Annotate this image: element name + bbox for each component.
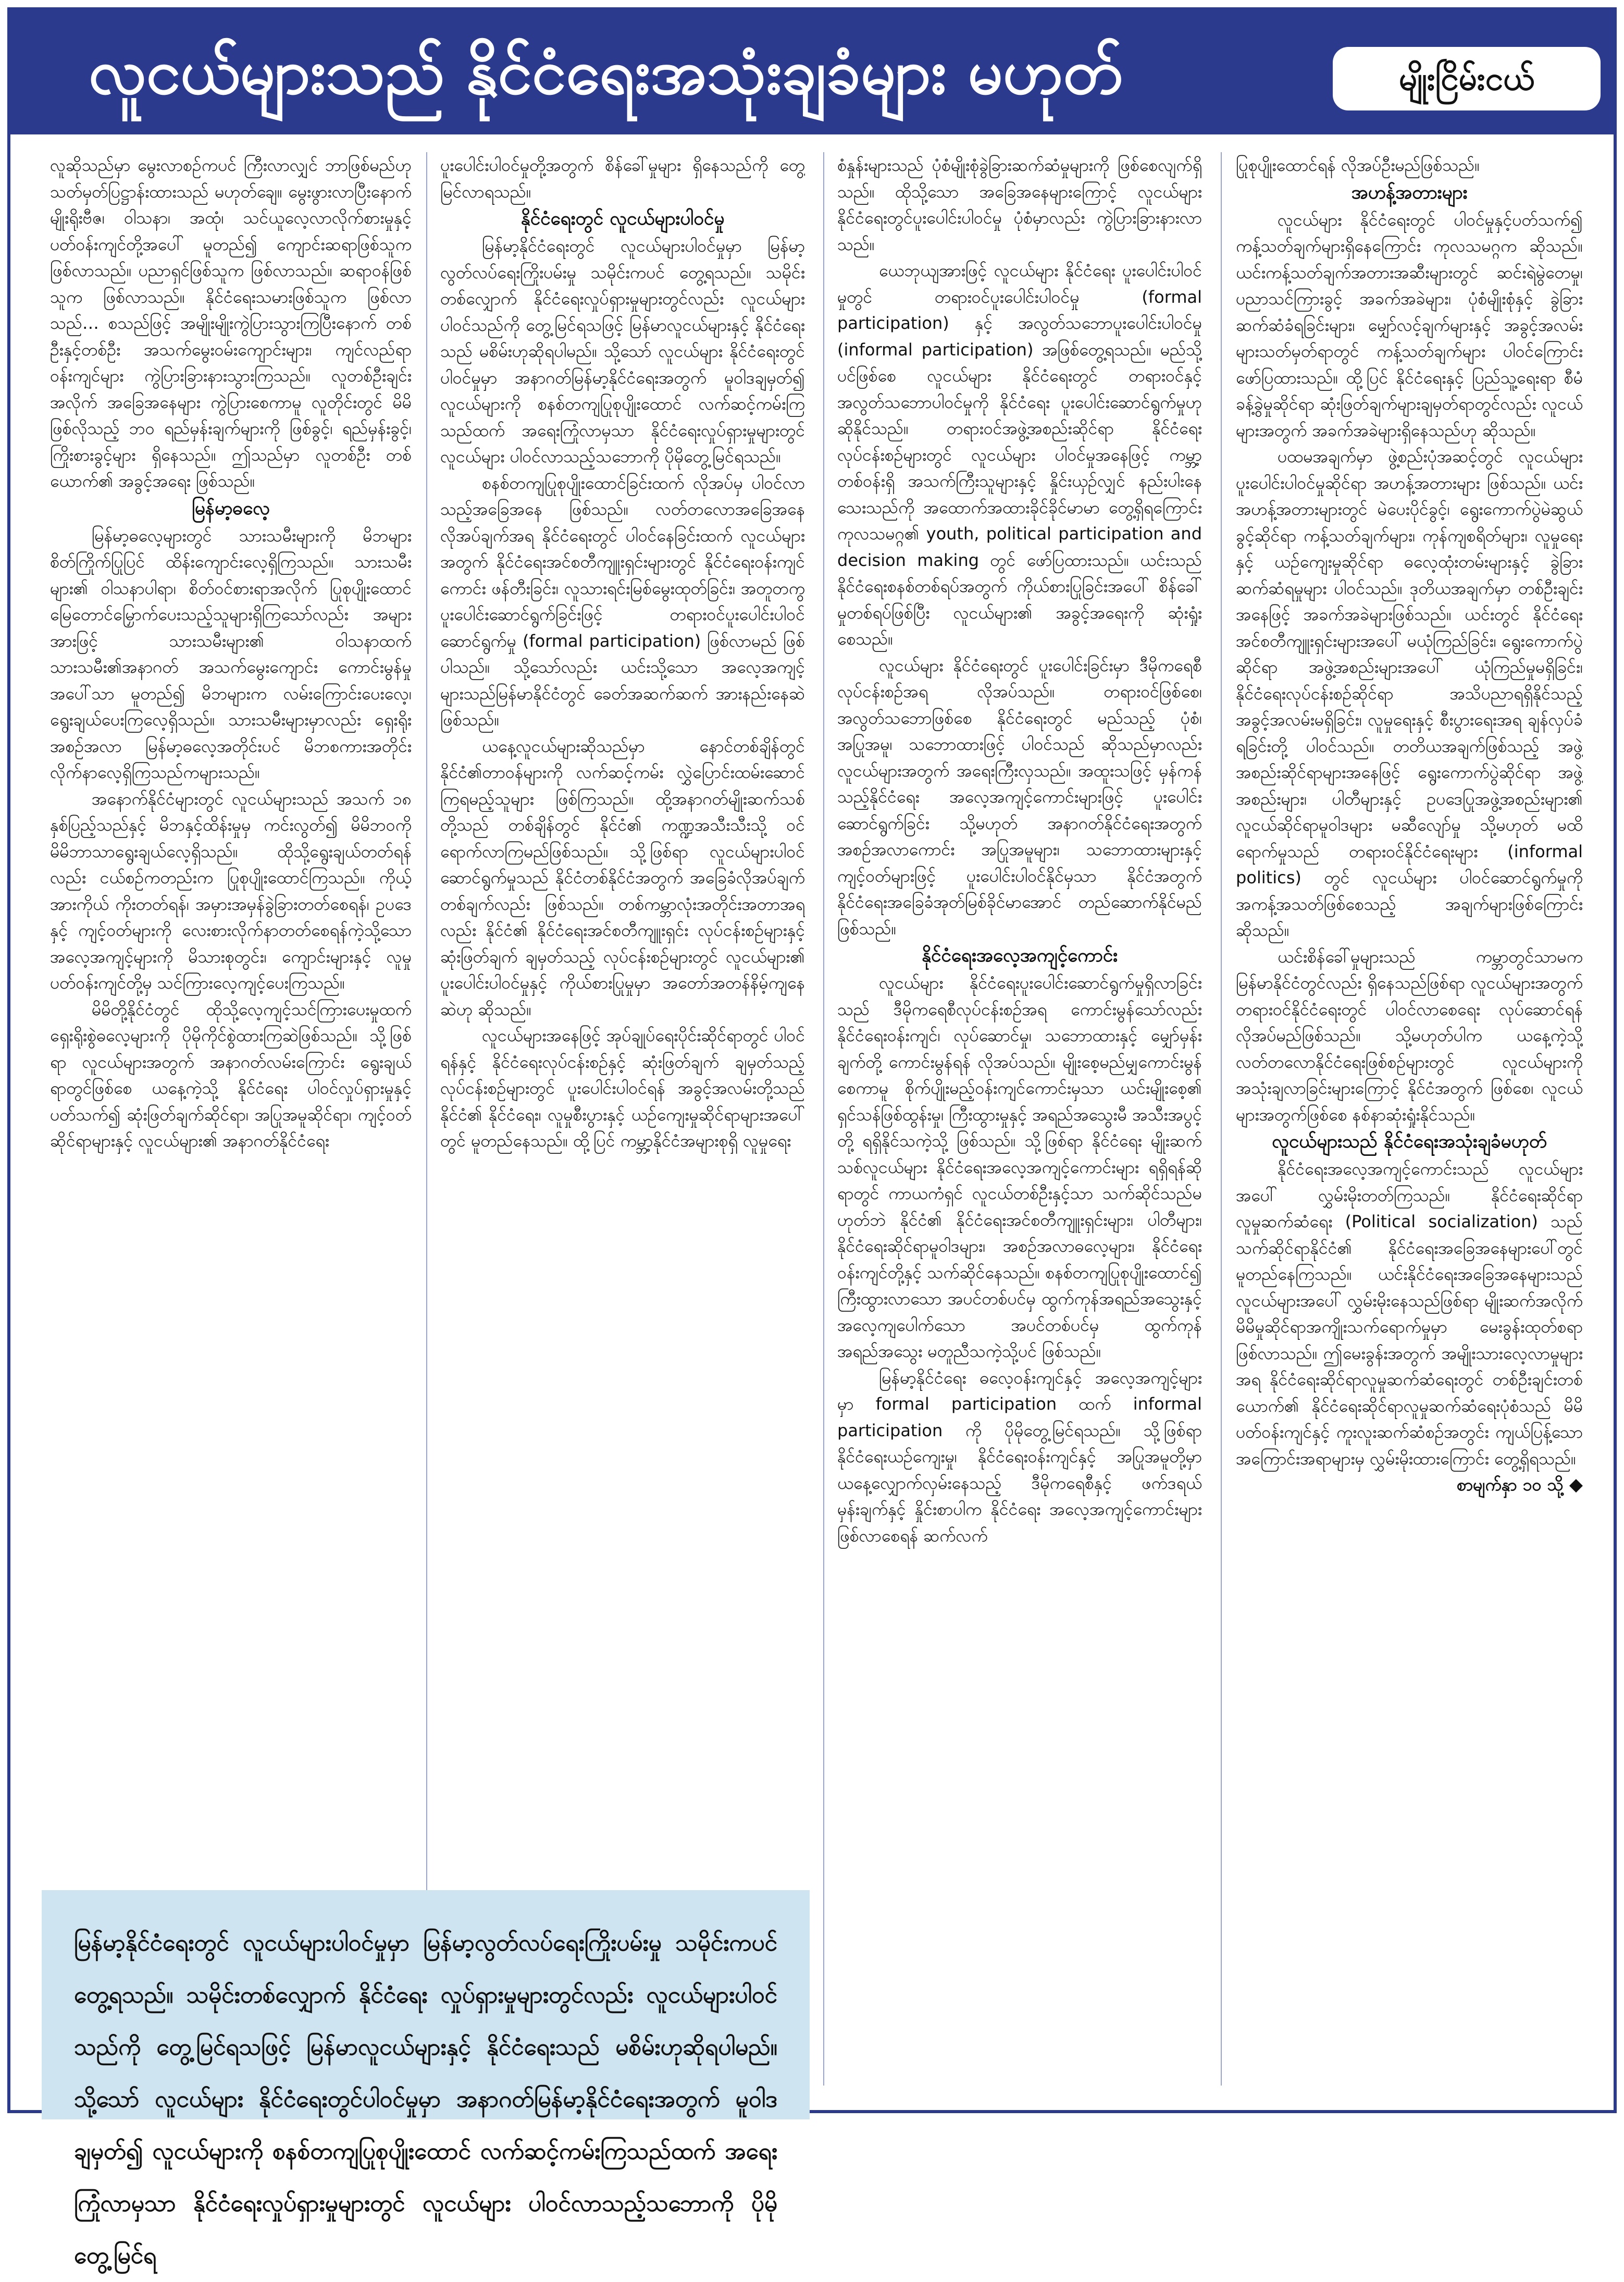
column-1	[50, 152, 412, 2091]
paragraph: ပြုစုပျိုးထောင်ရန် လိုအပ်ဦးမည်ဖြစ်သည်။	[1236, 155, 1480, 175]
paragraph: လူငယ်များ နိုင်ငံရေးတွင် ပူးပေါင်းခြင်းမှာ ဒီမိုကရေစီလုပ်ငန်းစဉ်အရ လိုအပ်သည်။ တရားဝင်ဖြစ်စေ၊ အလွတ်သဘောဖြစ်စေ နိုင်ငံရေးတွင် မည်သည့် ပုံစံ၊ အပြုအမူ၊ သဘောထားဖြင့် ပါဝင်သည် ဆိုသည်မှာလည်း လူငယ်များအတွက် အရေးကြီးလှသည်။ အထူးသဖြင့် မှန်ကန်သည့်နိုင်ငံရေး အလေ့အကျင့်ကောင်းများဖြင့် ပူးပေါင်းဆောင်ရွက်ခြင်း သို့မဟုတ် အနာဂတ်နိုင်ငံရေးအတွက် အစဉ်အလာကောင်း အပြုအမူများ၊ သဘောထားများနှင့် ကျင့်ဝတ်များဖြင့် ပူးပေါင်းပါဝင်နိုင်မှသာ နိုင်ငံအတွက် နိုင်ငံရေးအခြေခံအုတ်မြစ်ခိုင်မာအောင် တည်ဆောက်နိုင်မည် ဖြစ်သည်။	[837, 655, 1202, 939]
paragraph: စနစ်တကျပြုစုပျိုးထောင်ခြင်းထက် လိုအပ်မှ ပါဝင်လာသည့်အခြေအနေ ဖြစ်သည်။ လတ်တလောအခြေအနေလိုအပ်ချက်အရ နိုင်ငံရေးတွင် ပါဝင်နေခြင်းထက် လူငယ်များအတွက် နိုင်ငံရေးအင်စတီကျူးရှင်းများတွင် နိုင်ငံရေးဝန်းကျင်ကောင်း ဖန်တီးခြင်း၊ လူသားရင်းမြစ်မွေးထုတ်ခြင်း၊ အတူတကွ ပူးပေါင်းဆောင်ရွက်ခြင်းဖြင့် တရားဝင်ပူးပေါင်းပါဝင်ဆောင်ရွက်မှု (formal participation) ဖြစ်လာမည် ဖြစ်ပါသည်။ သို့သော်လည်း ယင်းသို့သော အလေ့အကျင့်များသည်မြန်မာနိုင်ငံတွင် ခေတ်အဆက်ဆက် အားနည်းနေဆဲ ဖြစ်သည်။	[440, 473, 805, 730]
subheading: မြန်မာ့ဓလေ့	[192, 498, 270, 519]
paragraph: မိမိတို့နိုင်ငံတွင် ထိုသို့လေ့ကျင့်သင်ကြားပေးမှုထက် ရှေးရိုးစွဲဓလေ့များကို ပိုမိုကိုင်စွဲထားကြဆဲဖြစ်သည်။ သို့ဖြစ်ရာ လူငယ်များအတွက် အနာဂတ်လမ်းကြောင်း ရွေးချယ်ရာတွင်ဖြစ်စေ ယနေ့ကဲ့သို့ နိုင်ငံရေး ပါဝင်လှုပ်ရှားမှုနှင့်ပတ်သက်၍ ဆုံးဖြတ်ချက်ဆိုင်ရာ၊ အပြုအမူဆိုင်ရာ၊ ကျင့်ဝတ်ဆိုင်ရာများနှင့် လူငယ်များ၏ အနာဂတ်နိုင်ငံရေး	[50, 999, 412, 1151]
paragraph: ပထမအချက်မှာ ဖွဲ့စည်းပုံအဆင့်တွင် လူငယ်များ ပူးပေါင်းပါဝင်မှုဆိုင်ရာ အဟန့်အတားများ ဖြစ်သည်။ ယင်းအဟန့်အတားများတွင် မဲပေးပိုင်ခွင့်၊ ရွေးကောက်ပွဲမဲဆွယ်ခွင့်ဆိုင်ရာ ကန့်သတ်ချက်များ၊ ကုန်ကျစရိတ်များ၊ လူမှုရေးနှင့် ယဉ်ကျေးမှုဆိုင်ရာ ဓလေ့ထုံးတမ်းများနှင့် ခွဲခြားဆက်ဆံရမှုများ ပါဝင်သည်။ ဒုတိယအချက်မှာ တစ်ဦးချင်းအနေဖြင့် အခက်အခဲများဖြစ်သည်။ ယင်းတွင် နိုင်ငံရေးအင်စတီကျူးရှင်းများအပေါ် မယုံကြည်ခြင်း၊ ရွေးကောက်ပွဲဆိုင်ရာ အဖွဲ့အစည်းများအပေါ် ယုံကြည်မှုမရှိခြင်း၊ နိုင်ငံရေးလုပ်ငန်းစဉ်ဆိုင်ရာ အသိပညာရရှိနိုင်သည့် အခွင့်အလမ်းမရှိခြင်း၊ လူမှုရေးနှင့် စီးပွားရေးအရ ချန်လှပ်ခံရခြင်းတို့ ပါဝင်သည်။ တတိယအချက်ဖြစ်သည့် အဖွဲ့အစည်းဆိုင်ရာများအနေဖြင့် ရွေးကောက်ပွဲဆိုင်ရာ အဖွဲ့အစည်းများ၊ ပါတီများနှင့် ဥပဒေပြုအဖွဲ့အစည်းများ၏ လူငယ်ဆိုင်ရာမူဝါဒများ မဆီလျော်မှု သို့မဟုတ် မထိရောက်မှုသည် တရားဝင်နိုင်ငံရေးများ (informal politics) တွင် လူငယ်များ ပါဝင်ဆောင်ရွက်မှုကို အကန့်အသတ်ဖြစ်စေသည့် အချက်များဖြစ်ကြောင်း ဆိုသည်။	[1236, 447, 1583, 940]
paragraph: ယနေ့လူငယ်များဆိုသည်မှာ နောင်တစ်ချိန်တွင် နိုင်ငံ၏တာဝန်များကို လက်ဆင့်ကမ်း လွှဲပြောင်းထမ်းဆောင်ကြရမည့်သူများ ဖြစ်ကြသည်။ ထို့အနာဂတ်မျိုးဆက်သစ်တို့သည် တစ်ချိန်တွင် နိုင်ငံ၏ ကဏ္ဍအသီးသီးသို့ ဝင်ရောက်လာကြမည်ဖြစ်သည်။ သို့ဖြစ်ရာ လူငယ်များပါဝင်ဆောင်ရွက်မှုသည် နိုင်ငံတစ်နိုင်ငံအတွက် အခြေခံလိုအပ်ချက် တစ်ချက်လည်း ဖြစ်သည်။ တစ်ကမ္ဘာလုံးအတိုင်းအတာအရ လည်း နိုင်ငံ၏ နိုင်ငံရေးအင်စတီကျူးရှင်း လုပ်ငန်းစဉ်များနှင့် ဆုံးဖြတ်ချက် ချမှတ်သည့် လုပ်ငန်းစဉ်များတွင် လူငယ်များ၏ ပူးပေါင်းပါဝင်မှုနှင့် ကိုယ်စားပြုမှုမှာ အတော်အတန်နိမ့်ကျနေဆဲဟု ဆိုသည်။	[440, 736, 805, 1019]
column-divider	[426, 152, 427, 2086]
subheading: နိုင်ငံရေးအလေ့အကျင့်ကောင်း	[921, 945, 1118, 966]
paragraph: ယေဘုယျအားဖြင့် လူငယ်များ နိုင်ငံရေး ပူးပေါင်းပါဝင်မှုတွင် တရားဝင်ပူးပေါင်းပါဝင်မှု (formal participation) နှင့် အလွတ်သဘောပူးပေါင်းပါဝင်မှု (informal participation) အဖြစ်တွေ့ရသည်။ မည်သို့ပင်ဖြစ်စေ လူငယ်များ နိုင်ငံရေးတွင် တရားဝင်နှင့် အလွတ်သဘောပါဝင်မှုကို နိုင်ငံရေး ပူးပေါင်းဆောင်ရွက်မှုဟု ဆိုနိုင်သည်။ တရားဝင်အဖွဲ့အစည်းဆိုင်ရာ နိုင်ငံရေးလုပ်ငန်းစဉ်များတွင် လူငယ်များ ပါဝင်မှုအနေဖြင့် ကမ္ဘာ့တစ်ဝန်းရှိ အသက်ကြီးသူများနှင့် နှိုင်းယှဉ်လျှင် နည်းပါးနေသေးသည်ကို အထောက်အထားခိုင်ခိုင်မာမာ တွေ့ရှိရကြောင်း ကုလသမဂ္ဂ၏ youth, political participation and decision making တွင် ဖော်ပြထားသည်။ ယင်းသည် နိုင်ငံရေးစနစ်တစ်ရပ်အတွက် ကိုယ်စားပြုခြင်းအပေါ် စိန်ခေါ်မှုတစ်ရပ်ဖြစ်ပြီး လူငယ်များ၏ အခွင့်အရေးကို ဆုံးရှုံးစေသည်။	[837, 261, 1202, 649]
pull-quote-text: မြန်မာ့နိုင်ငံရေးတွင် လူငယ်များပါဝင်မှုမှာ မြန်မာ့လွတ်လပ်ရေးကြိုးပမ်းမှု သမိုင်းကပင် တွေ့ရသည်။ သမိုင်းတစ်လျှောက် နိုင်ငံရေး လှုပ်ရှားမှုများတွင်လည်း လူငယ်များပါဝင်သည်ကို တွေ့မြင်ရသဖြင့် မြန်မာလူငယ်များနှင့် နိုင်ငံရေးသည် မစိမ်းဟုဆိုရပါမည်။ သို့သော် လူငယ်များ နိုင်ငံရေးတွင်ပါဝင်မှုမှာ အနာဂတ်မြန်မာ့နိုင်ငံရေးအတွက် မူဝါဒချမှတ်၍ လူငယ်များကို စနစ်တကျပြုစုပျိုးထောင် လက်ဆင့်ကမ်းကြသည်ထက် အရေးကြုံလာမှသာ နိုင်ငံရေးလှုပ်ရှားမှုများတွင် လူငယ်များ ပါဝင်လာသည့်သဘောကို ပိုမိုတွေ့မြင်ရ	[74, 1930, 777, 2269]
paragraph: မြန်မာ့ဓလေ့များတွင် သားသမီးများကို မိဘများ စိတ်ကြိုက်ပြုပြင် ထိန်းကျောင်းလေ့ရှိကြသည်။ သားသမီးများ၏ ဝါသနာပါရာ၊ စိတ်ဝင်စားရာအလိုက် ပြုစုပျိုးထောင် မြေတောင်မြှောက်ပေးသည့်သူများရှိကြသော်လည်း အများအားဖြင့် သားသမီးများ၏ ဝါသနာထက် သားသမီး၏အနာဂတ် အသက်မွေးကျောင်း ကောင်းမွန်မှုအပေါ်သာ မူတည်၍ မိဘများက လမ်းကြောင်းပေးလေ့၊ ရွေးချယ်ပေးကြလေ့ရှိသည်။ သားသမီးများမှာလည်း ရှေးရိုးအစဉ်အလာ မြန်မာ့ဓလေ့အတိုင်းပင် မိဘစကားအတိုင်း လိုက်နာလေ့ရှိကြသည်ကများသည်။	[50, 525, 412, 782]
paragraph: ပူးပေါင်းပါဝင်မှုတို့အတွက် စိန်ခေါ်မှုများ ရှိနေသည်ကို တွေ့မြင်လာရသည်။	[440, 155, 805, 202]
subheading: နိုင်ငံရေးတွင် လူငယ်များပါဝင်မှု	[520, 208, 725, 229]
column-divider	[823, 152, 824, 2086]
paragraph: လူဆိုသည်မှာ မွေးလာစဉ်ကပင် ကြီးလာလျှင် ဘာဖြစ်မည်ဟု သတ်မှတ်ပြဋ္ဌာန်းထားသည် မဟုတ်ချေ။ မွေးဖွားလာပြီးနောက် မျိုးရိုးဗီဇ၊ ဝါသနာ၊ အထုံ၊ သင်ယူလေ့လာလိုက်စားမှုနှင့် ပတ်ဝန်းကျင်တို့အပေါ် မူတည်၍ ကျောင်းဆရာဖြစ်သူက ဖြစ်လာသည်။ ပညာရှင်ဖြစ်သူက ဖြစ်လာသည်။ ဆရာဝန်ဖြစ်သူက ဖြစ်လာသည်။ နိုင်ငံရေးသမားဖြစ်သူက ဖြစ်လာသည်… စသည်ဖြင့် အမျိုးမျိုးကွဲပြားသွားကြပြီးနောက် တစ်ဦးနှင့်တစ်ဦး အသက်မွေးဝမ်းကျောင်းများ၊ ကျင်လည်ရာဝန်းကျင်များ ကွဲပြားခြားနားသွားကြသည်။ လူတစ်ဦးချင်းအလိုက် အခြေအနေများ ကွဲပြားစေကာမူ လူတိုင်းတွင် မိမိဖြစ်လိုသည့် ဘဝ ရည်မှန်းချက်များကို ဖြစ်ခွင့်၊ ရည်မှန်းခွင့်၊ ကြိုးစားခွင့်များ ရှိနေသည်။ ဤသည်မှာ လူတစ်ဦး တစ်ယောက်၏ အခွင့်အရေး ဖြစ်သည်။	[50, 155, 412, 491]
paragraph: လူငယ်များအနေဖြင့် အုပ်ချုပ်ရေးပိုင်းဆိုင်ရာတွင် ပါဝင်ရန်နှင့် နိုင်ငံရေးလုပ်ငန်းစဉ်နှင့် ဆုံးဖြတ်ချက် ချမှတ်သည့်လုပ်ငန်းစဉ်များတွင် ပူးပေါင်းပါဝင်ရန် အခွင့်အလမ်းတို့သည် နိုင်ငံ၏ နိုင်ငံရေး၊ လူမှုစီးပွားနှင့် ယဉ်ကျေးမှုဆိုင်ရာများအပေါ်တွင် မူတည်နေသည်။ ထို့ပြင် ကမ္ဘာ့နိုင်ငံအများစုရှိ လူမှုရေး	[440, 1026, 805, 1151]
column-divider	[1221, 152, 1222, 2086]
paragraph: နိုင်ငံရေးအလေ့အကျင့်ကောင်းသည် လူငယ်များအပေါ် လွှမ်းမိုးတတ်ကြသည်။ နိုင်ငံရေးဆိုင်ရာ လူမှုဆက်ဆံရေး (Political socialization) သည် သက်ဆိုင်ရာနိုင်ငံ၏ နိုင်ငံရေးအခြေအနေများပေါ်တွင် မူတည်နေကြသည်။ ယင်းနိုင်ငံရေးအခြေအနေများသည် လူငယ်များအပေါ် လွှမ်းမိုးနေသည်ဖြစ်ရာ မျိုးဆက်အလိုက် မိမိမှုဆိုင်ရာအကျိုးသက်ရောက်မှုမှာ မေးခွန်းထုတ်စရာဖြစ်လာသည်။ ဤမေးခွန်းအတွက် အမျိုးသားလေ့လာမှုများအရ နိုင်ငံရေးဆိုင်ရာလူမှုဆက်ဆံရေးတွင် တစ်ဦးချင်းတစ်ယောက်၏ နိုင်ငံရေးဆိုင်ရာလူမှုဆက်ဆံရေးပုံစံသည် မိမိပတ်ဝန်းကျင်နှင့် ကူးလူးဆက်ဆံစဉ်အတွင်း ကျယ်ပြန့်သော အကြောင်းအရာများမှ လွှမ်းမိုးထားကြောင်း တွေ့ရှိရသည်။	[1236, 1159, 1583, 1469]
column-2	[440, 152, 805, 1867]
paragraph: မြန်မာ့နိုင်ငံရေး ဓလေ့ဝန်းကျင်နှင့် အလေ့အကျင့်များမှာ formal participation ထက် informal participation ကို ပိုမိုတွေ့မြင်ရသည်။ သို့ဖြစ်ရာ နိုင်ငံရေးယဉ်ကျေးမှု၊ နိုင်ငံရေးဝန်းကျင်နှင့် အပြုအမူတို့မှာ ယနေ့လျှောက်လှမ်းနေသည့် ဒီမိုကရေစီနှင့် ဖက်ဒရယ်မှန်းချက်နှင့် နှိုင်းစာပါက နိုင်ငံရေး အလေ့အကျင့်ကောင်းများ ဖြစ်လာစေရန် ဆက်လက်	[837, 1367, 1202, 1546]
article-title: လူငယ်များသည် နိုင်ငံရေးအသုံးချခံများ မဟုတ်	[89, 36, 1123, 108]
diamond-icon: ◆	[1569, 1474, 1583, 1495]
column-4	[1236, 152, 1583, 2091]
subheading: လူငယ်များသည် နိုင်ငံရေးအသုံးချခံမဟုတ်	[1272, 1131, 1547, 1152]
page-ref-text: စာမျက်နှာ ၁၀ သို့	[1456, 1475, 1564, 1495]
paragraph: မြန်မာ့နိုင်ငံရေးတွင် လူငယ်များပါဝင်မှုမှာ မြန်မာ့လွတ်လပ်ရေးကြိုးပမ်းမှု သမိုင်းကပင် တွေ့ရသည်။ သမိုင်းတစ်လျှောက် နိုင်ငံရေးလှုပ်ရှားမှုများတွင်လည်း လူငယ်များပါဝင်သည်ကို တွေ့မြင်ရသဖြင့် မြန်မာလူငယ်များနှင့် နိုင်ငံရေးသည် မစိမ်းဟုဆိုရပါမည်။ သို့သော် လူငယ်များ နိုင်ငံရေးတွင်ပါဝင်မှုမှာ အနာဂတ်မြန်မာ့နိုင်ငံရေးအတွက် မူဝါဒချမှတ်၍ လူငယ်များကို စနစ်တကျပြုစုပျိုးထောင် လက်ဆင့်ကမ်းကြသည်ထက် အရေးကြုံလာမှသာ နိုင်ငံရေးလှုပ်ရှားမှုများတွင် လူငယ်များ ပါဝင်လာသည့်သဘောကို ပိုမိုတွေ့မြင်ရသည်။	[440, 236, 805, 466]
title-banner	[10, 10, 1614, 134]
paragraph: ယင်းစိန်ခေါ်မှုများသည် ကမ္ဘာတွင်သာမက မြန်မာနိုင်ငံတွင်လည်း ရှိနေသည်ဖြစ်ရာ လူငယ်များအတွက် တရားဝင်နိုင်ငံရေးတွင် ပါဝင်လာစေရေး လုပ်ဆောင်ရန် လိုအပ်မည်ဖြစ်သည်။ သို့မဟုတ်ပါက ယနေ့ကဲ့သို့ လတ်တလောနိုင်ငံရေးဖြစ်စဉ်များတွင် လူငယ်များကို အသုံးချလာခြင်းများကြောင့် နိုင်ငံအတွက် ဖြစ်စေ၊ လူငယ်များအတွက်ဖြစ်စေ နစ်နာဆုံးရှုံးနိုင်သည်။	[1236, 946, 1583, 1125]
author-badge: မျိုးငြိမ်းငယ်	[1333, 47, 1601, 110]
pull-quote	[42, 1890, 810, 2269]
paragraph: အနောက်နိုင်ငံများတွင် လူငယ်များသည် အသက် ၁၈ နှစ်ပြည့်သည်နှင့် မိဘနှင့်ထိန်းမှုမှ ကင်းလွတ်၍ မိမိဘဝကို မိမိဘာသာရွေးချယ်လေ့ရှိသည်။ ထိုသို့ရွေးချယ်တတ်ရန်လည်း ငယ်စဉ်ကတည်းက ပြုစုပျိုးထောင်ကြသည်။ ကိုယ့်အားကိုယ် ကိုးတတ်ရန်၊ အမှားအမှန်ခွဲခြားတတ်စေရန်၊ ဥပဒေနှင့် ကျင့်ဝတ်များကို လေးစားလိုက်နာတတ်စေရန်ကဲ့သို့သော အလေ့အကျင့်များကို မိသားစုတွင်း၊ ကျောင်းများနှင့် လူမှုပတ်ဝန်းကျင်တို့မှ သင်ကြားလေ့ကျင့်ပေးကြသည်။	[50, 788, 412, 993]
paragraph: လူငယ်များ နိုင်ငံရေးပူးပေါင်းဆောင်ရွက်မှုရှိလာခြင်းသည် ဒီမိုကရေစီလုပ်ငန်းစဉ်အရ ကောင်းမွန်သော်လည်း နိုင်ငံရေးဝန်းကျင်၊ လုပ်ဆောင်မှု၊ သဘောထားနှင့် မျှော်မှန်းချက်တို့ ကောင်းမွန်ရန် လိုအပ်သည်။ မျိုးစေ့မည်မျှကောင်းမွန်စေကာမူ စိုက်ပျိုးမည့်ဝန်းကျင်ကောင်းမှသာ ယင်းမျိုးစေ့၏ ရှင်သန်ဖြစ်ထွန်းမှု၊ ကြီးထွားမှုနှင့် အရည်အသွေးမီ အသီးအပွင့်တို့ ရရှိနိုင်သကဲ့သို့ ဖြစ်သည်။ သို့ဖြစ်ရာ နိုင်ငံရေး မျိုးဆက်သစ်လူငယ်များ နိုင်ငံရေးအလေ့အကျင့်ကောင်းများ ရရှိရန်ဆိုရာတွင် ကာယကံရှင် လူငယ်တစ်ဦးနှင့်သာ သက်ဆိုင်သည်မဟုတ်ဘဲ နိုင်ငံ၏ နိုင်ငံရေးအင်စတီကျူးရှင်းများ၊ ပါတီများ၊ နိုင်ငံရေးဆိုင်ရာမူဝါဒများ၊ အစဉ်အလာဓလေ့များ၊ နိုင်ငံရေးဝန်းကျင်တို့နှင့် သက်ဆိုင်နေသည်။ စနစ်တကျပြုစုပျိုးထောင်၍ ကြီးထွားလာသော အပင်တစ်ပင်မှ ထွက်ကုန်အရည်အသွေးနှင့် အလေ့ကျပေါက်သော အပင်တစ်ပင်မှ ထွက်ကုန်အရည်အသွေး မတူညီသကဲ့သို့ပင် ဖြစ်သည်။	[837, 973, 1202, 1361]
subheading: အဟန့်အတားများ	[1351, 182, 1468, 203]
paragraph: စံနှုန်းများသည် ပုံစံမျိုးစုံခွဲခြားဆက်ဆံမှုများကို ဖြစ်စေလျက်ရှိသည်။ ထိုသို့သော အခြေအနေများကြောင့် လူငယ်များ နိုင်ငံရေးတွင်ပူးပေါင်းပါဝင်မှု ပုံစံမှာလည်း ကွဲပြားခြားနားလာသည်။	[837, 155, 1202, 254]
paragraph: လူငယ်များ နိုင်ငံရေးတွင် ပါဝင်မှုနှင့်ပတ်သက်၍ ကန့်သတ်ချက်များရှိနေကြောင်း ကုလသမဂ္ဂက ဆိုသည်။ ယင်းကန့်သတ်ချက်အတားအဆီးများတွင် ဆင်းရဲမွဲတေမှု၊ ပညာသင်ကြားခွင့် အခက်အခဲများ၊ ပုံစံမျိုးစုံနှင့် ခွဲခြားဆက်ဆံခံရခြင်းများ၊ မျှော်လင့်ချက်များနှင့် အခွင့်အလမ်းများသတ်မှတ်ရာတွင် ကန့်သတ်ချက်များ ပါဝင်ကြောင်း ဖော်ပြထားသည်။ ထို့ပြင် နိုင်ငံရေးနှင့် ပြည်သူ့ရေးရာ စီမံခန့်ခွဲမှုဆိုင်ရာ ဆုံးဖြတ်ချက်များချမှတ်ရာတွင်လည်း လူငယ်များအတွက် အခက်အခဲများရှိနေသည်ဟု ဆိုသည်။	[1236, 209, 1583, 440]
continued-on-page	[1236, 1472, 1583, 1498]
column-3	[837, 152, 1202, 2091]
